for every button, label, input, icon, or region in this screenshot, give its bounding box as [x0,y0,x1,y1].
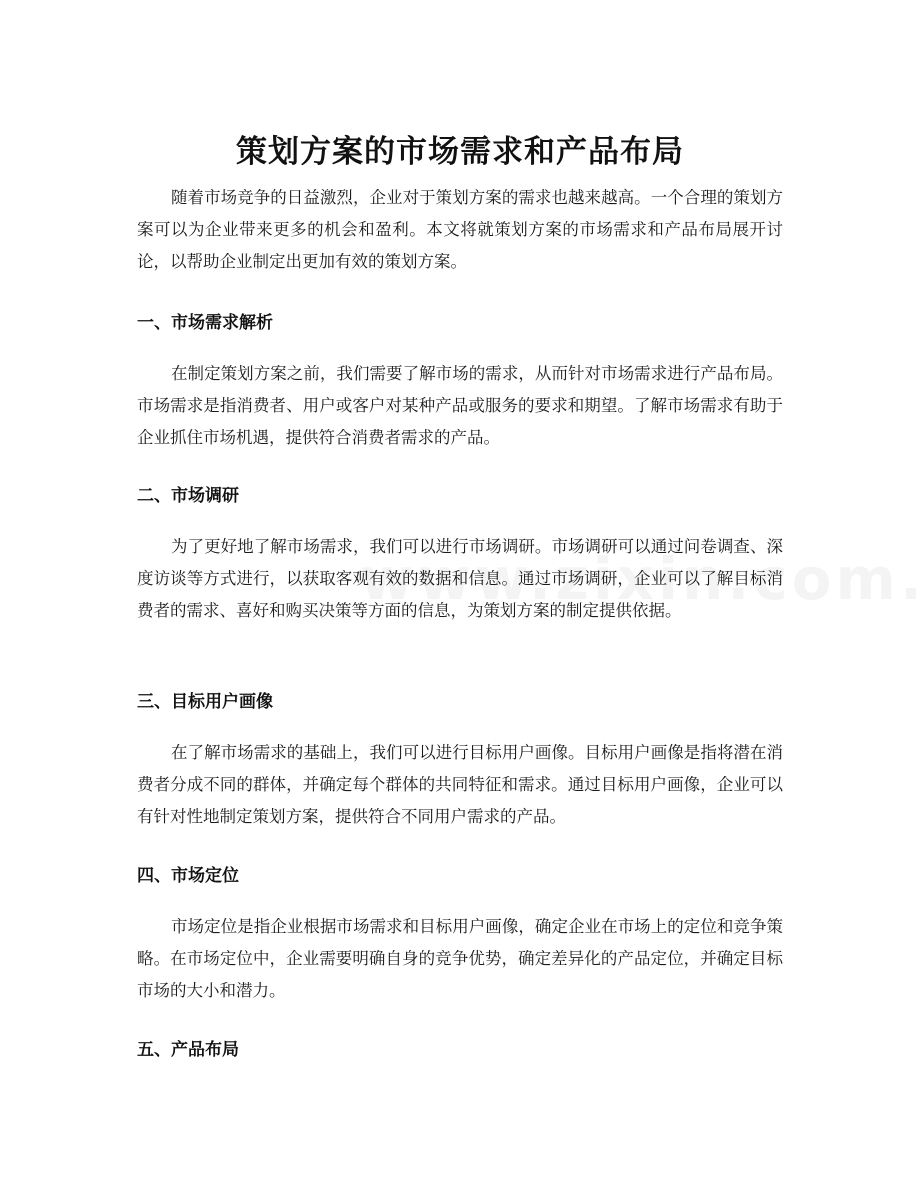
section-heading-market-demand: 一、市场需求解析 [137,313,273,333]
page-title: 策划方案的市场需求和产品布局 [236,133,684,170]
intro-paragraph: 随着市场竞争的日益激烈，企业对于策划方案的需求也越来越高。一个合理的策划方案可以为企业带来更多的机会和盈利。本文将就策划方案的市场需求和产品布局展开讨论，以帮助企业制定出更加有效的策划方案。 [137,188,783,271]
section-heading-market-research: 二、市场调研 [137,486,239,506]
section-heading-market-positioning: 四、市场定位 [137,866,239,886]
section-body-market-demand: 在制定策划方案之前，我们需要了解市场的需求，从而针对市场需求进行产品布局。市场需求是指消费者、用户或客户对某种产品或服务的要求和期望。了解市场需求有助于企业抓住市场机遇，提供符合消费者需求的产品。 [137,364,783,447]
section-body-market-research: 为了更好地了解市场需求，我们可以进行市场调研。市场调研可以通过问卷调查、深度访谈等方式进行，以获取客观有效的数据和信息。通过市场调研，企业可以了解目标消费者的需求、喜好和购买决策等方面的信息，为策划方案的制定提供依据。 [137,537,783,620]
section-heading-product-layout: 五、产品布局 [137,1040,239,1060]
section-body-market-positioning: 市场定位是指企业根据市场需求和目标用户画像，确定企业在市场上的定位和竞争策略。在市场定位中，企业需要明确自身的竞争优势，确定差异化的产品定位，并确定目标市场的大小和潜力。 [137,917,783,1000]
section-heading-user-persona: 三、目标用户画像 [137,692,273,712]
section-body-user-persona: 在了解市场需求的基础上，我们可以进行目标用户画像。目标用户画像是指将潜在消费者分成不同的群体，并确定每个群体的共同特征和需求。通过目标用户画像，企业可以有针对性地制定策划方案，提供符合不同用户需求的产品。 [137,743,783,826]
